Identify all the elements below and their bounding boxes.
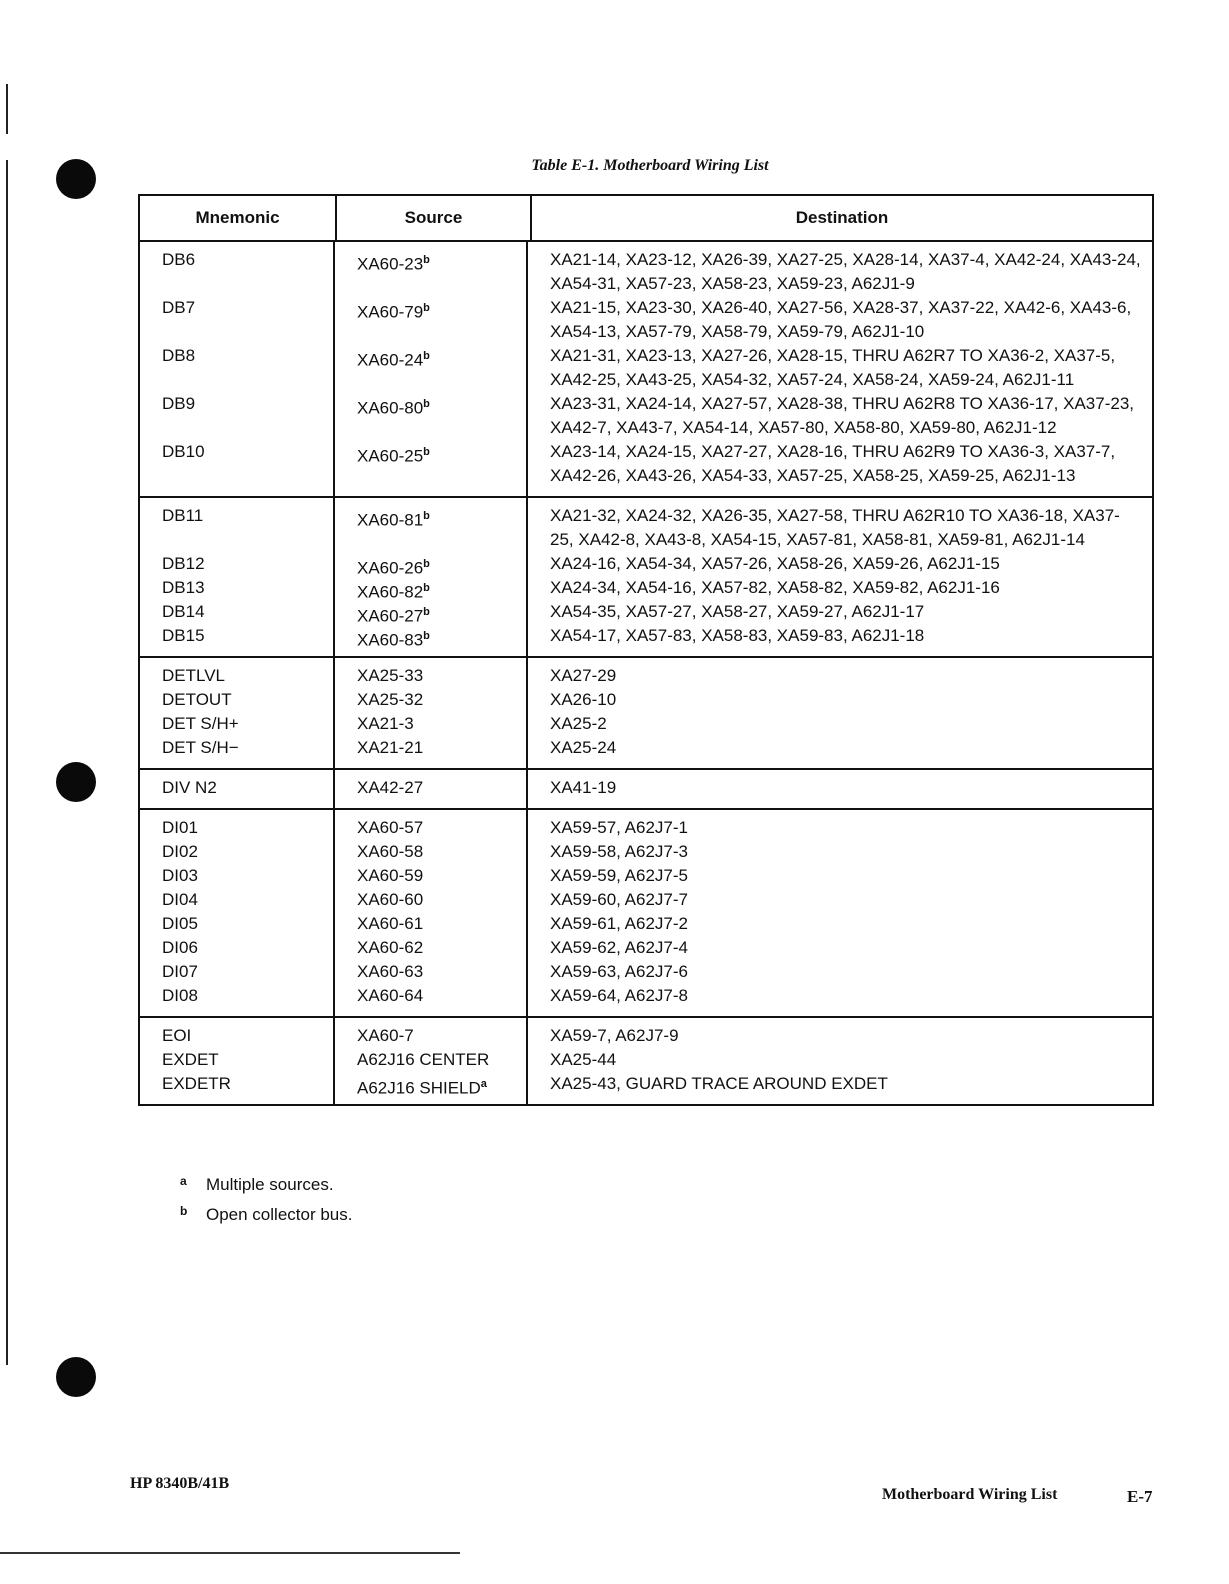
mnemonic-cell: DI07 (162, 962, 198, 981)
mnemonic-cell: DETOUT (162, 690, 232, 709)
margin-line-lower (6, 160, 8, 1365)
destination-cell: XA24-34, XA54-16, XA57-82, XA58-82, XA59-82, A62J1-16 (550, 578, 1000, 597)
row-group (140, 658, 1152, 770)
source-text: XA60-60 (357, 890, 424, 909)
source-cell (357, 504, 526, 552)
footnote-mark: a (180, 1174, 187, 1188)
mnemonic-column (140, 810, 335, 1016)
source-cell (357, 440, 526, 488)
source-text: XA60-79 (357, 302, 424, 322)
mnemonic-cell: DI03 (162, 866, 198, 885)
footer-page-number: E-7 (1127, 1487, 1153, 1506)
source-cell (357, 600, 526, 624)
footnote-marker: b (423, 630, 430, 642)
row-group (140, 810, 1152, 1018)
destination-column (528, 242, 1152, 496)
destination-cell: XA24-16, XA54-34, XA57-26, XA58-26, XA59-26, A62J1-15 (550, 554, 1000, 573)
mnemonic-cell: DI04 (162, 890, 198, 909)
source-text: XA60-82 (357, 582, 424, 602)
footnote-marker: b (423, 302, 430, 314)
table-title: Table E-1. Motherboard Wiring List (531, 157, 769, 174)
source-text: XA21-21 (357, 738, 424, 757)
destination-cell: XA21-31, XA23-13, XA27-26, XA28-15, THRU A62R7 TO XA36-2, XA37-5, XA42-25, XA43-25, XA54-32, XA57-24, XA58-24, XA59-24, A62J1-11 (550, 346, 1116, 389)
footnote-marker: b (423, 606, 430, 618)
destination-cell: XA59-59, A62J7-5 (550, 866, 688, 885)
binder-hole-middle (56, 762, 96, 802)
destination-cell: XA21-15, XA23-30, XA26-40, XA27-56, XA28-37, XA37-22, XA42-6, XA43-6, XA54-13, XA57-79, XA58-79, XA59-79, A62J1-10 (550, 298, 1132, 341)
mnemonic-cell: DET S/H+ (162, 714, 239, 733)
source-text: XA25-33 (357, 666, 424, 685)
header-source: Source (337, 196, 532, 240)
destination-cell: XA54-17, XA57-83, XA58-83, XA59-83, A62J1-18 (550, 626, 925, 645)
mnemonic-column (140, 658, 335, 768)
mnemonic-cell: DI02 (162, 842, 198, 861)
source-column (335, 242, 528, 496)
source-text: XA60-59 (357, 866, 424, 885)
source-cell (357, 960, 526, 984)
source-cell (357, 624, 526, 648)
source-text: XA60-57 (357, 818, 424, 837)
source-text: XA60-80 (357, 398, 424, 418)
destination-cell: XA23-14, XA24-15, XA27-27, XA28-16, THRU A62R9 TO XA36-3, XA37-7, XA42-26, XA43-26, XA54-33, XA57-25, XA58-25, XA59-25, A62J1-13 (550, 442, 1116, 485)
destination-cell: XA54-35, XA57-27, XA58-27, XA59-27, A62J1-17 (550, 602, 925, 621)
mnemonic-cell: DB14 (162, 602, 205, 621)
destination-cell: XA59-63, A62J7-6 (550, 962, 688, 981)
row-group (140, 770, 1152, 810)
header-mnemonic: Mnemonic (140, 196, 337, 240)
source-column (335, 810, 528, 1016)
source-text: XA42-27 (357, 778, 424, 797)
source-cell (357, 576, 526, 600)
footnote-mark: b (180, 1204, 188, 1218)
source-text: XA25-32 (357, 690, 424, 709)
source-cell (357, 776, 526, 800)
source-cell (357, 864, 526, 888)
source-text: XA60-7 (357, 1026, 414, 1045)
source-cell (357, 296, 526, 344)
source-text: XA60-25 (357, 446, 424, 466)
mnemonic-cell: DI06 (162, 938, 198, 957)
footnote-text: Open collector bus. (206, 1205, 353, 1224)
source-cell (357, 688, 526, 712)
destination-cell: XA21-32, XA24-32, XA26-35, XA27-58, THRU A62R10 TO XA36-18, XA37-25, XA42-8, XA43-8, XA54-15, XA57-81, XA58-81, XA59-81, A62J1-14 (550, 506, 1120, 549)
mnemonic-column (140, 242, 335, 496)
destination-cell: XA25-24 (550, 738, 617, 757)
source-text: XA60-62 (357, 938, 424, 957)
destination-cell: XA59-62, A62J7-4 (550, 938, 688, 957)
footnotes (180, 1170, 352, 1230)
destination-cell: XA25-43, GUARD TRACE AROUND EXDET (550, 1074, 888, 1093)
source-column (335, 658, 528, 768)
destination-cell: XA27-29 (550, 666, 617, 685)
destination-cell: XA26-10 (550, 690, 617, 709)
footnote-marker: b (423, 254, 430, 266)
row-group (140, 498, 1152, 658)
source-column (335, 498, 528, 656)
source-text: XA60-63 (357, 962, 424, 981)
destination-cell: XA59-57, A62J7-1 (550, 818, 688, 837)
source-text: XA60-61 (357, 914, 424, 933)
mnemonic-cell: DB15 (162, 626, 205, 645)
source-cell (357, 888, 526, 912)
header-destination: Destination (795, 208, 889, 227)
mnemonic-cell: DIV N2 (162, 778, 217, 797)
source-text: XA21-3 (357, 714, 414, 733)
destination-column (528, 658, 1152, 768)
source-cell (357, 344, 526, 392)
footnote-marker: a (480, 1078, 487, 1090)
mnemonic-cell: DB8 (162, 346, 196, 365)
destination-cell: XA59-58, A62J7-3 (550, 842, 688, 861)
mnemonic-cell: EXDETR (162, 1074, 231, 1093)
mnemonic-cell: DB13 (162, 578, 205, 597)
source-cell (357, 736, 526, 760)
source-cell (357, 552, 526, 576)
mnemonic-cell: DETLVL (162, 666, 225, 685)
table-header (140, 196, 1152, 242)
footnote-text: Multiple sources. (206, 1175, 334, 1194)
footnote (180, 1200, 352, 1230)
footnote-marker: b (423, 558, 430, 570)
footnote-marker: b (423, 582, 430, 594)
destination-cell: XA41-19 (550, 778, 617, 797)
mnemonic-cell: DET S/H− (162, 738, 239, 757)
bottom-rule (0, 1552, 460, 1554)
mnemonic-cell: DI01 (162, 818, 198, 837)
source-cell (357, 1024, 526, 1048)
destination-cell: XA25-2 (550, 714, 607, 733)
mnemonic-cell: DB11 (162, 506, 204, 525)
footer-section: Motherboard Wiring List (882, 1486, 1058, 1503)
source-cell (357, 984, 526, 1008)
destination-cell: XA59-64, A62J7-8 (550, 986, 688, 1005)
footnote-marker: b (423, 350, 430, 362)
mnemonic-cell: DB12 (162, 554, 205, 573)
row-group (140, 242, 1152, 498)
mnemonic-column (140, 498, 335, 656)
mnemonic-cell: DB9 (162, 394, 196, 413)
source-text: XA60-81 (357, 510, 424, 530)
destination-column (528, 770, 1152, 808)
source-cell (357, 392, 526, 440)
destination-cell: XA59-60, A62J7-7 (550, 890, 688, 909)
mnemonic-column (140, 770, 335, 808)
mnemonic-cell: DI08 (162, 986, 198, 1005)
source-column (335, 770, 528, 808)
source-text: XA60-24 (357, 350, 424, 370)
destination-cell: XA21-14, XA23-12, XA26-39, XA27-25, XA28-14, XA37-4, XA42-24, XA43-24, XA54-31, XA57-23, XA58-23, XA59-23, A62J1-9 (550, 250, 1141, 293)
source-text: XA60-64 (357, 986, 424, 1005)
destination-cell: XA59-61, A62J7-2 (550, 914, 688, 933)
destination-cell: XA25-44 (550, 1050, 617, 1069)
mnemonic-cell: DB10 (162, 442, 205, 461)
mnemonic-cell: EXDET (162, 1050, 219, 1069)
source-text: XA60-23 (357, 254, 424, 274)
mnemonic-cell: DB6 (162, 250, 196, 269)
row-group (140, 1018, 1152, 1104)
source-text: A62J16 CENTER (357, 1050, 490, 1069)
footnote (180, 1170, 352, 1200)
mnemonic-column (140, 1018, 335, 1104)
mnemonic-cell: DI05 (162, 914, 198, 933)
source-cell (357, 712, 526, 736)
source-cell (357, 816, 526, 840)
source-cell (357, 912, 526, 936)
mnemonic-cell: EOI (162, 1026, 192, 1045)
wiring-table (138, 194, 1154, 1106)
destination-cell: XA23-31, XA24-14, XA27-57, XA28-38, THRU A62R8 TO XA36-17, XA37-23, XA42-7, XA43-7, XA54-14, XA57-80, XA58-80, XA59-80, A62J1-12 (550, 394, 1135, 437)
footer-model: HP 8340B/41B (130, 1475, 230, 1492)
source-cell (357, 1048, 526, 1072)
source-cell (357, 840, 526, 864)
source-cell (357, 936, 526, 960)
destination-column (528, 498, 1152, 656)
source-text: XA60-83 (357, 630, 424, 650)
margin-line-upper (6, 84, 8, 134)
binder-hole-bottom (56, 1357, 96, 1397)
footnote-marker: b (423, 510, 430, 522)
footnote-marker: b (423, 446, 430, 458)
source-cell (357, 1072, 526, 1096)
table-body (140, 242, 1152, 1104)
footnote-marker: b (423, 398, 430, 410)
source-cell (357, 248, 526, 296)
source-text: XA60-26 (357, 558, 424, 578)
source-column (335, 1018, 528, 1104)
destination-cell: XA59-7, A62J7-9 (550, 1026, 679, 1045)
source-text: XA60-27 (357, 606, 424, 626)
source-cell (357, 664, 526, 688)
destination-column (528, 1018, 1152, 1104)
mnemonic-cell: DB7 (162, 298, 196, 317)
source-text: A62J16 SHIELD (357, 1078, 481, 1098)
destination-column (528, 810, 1152, 1016)
source-text: XA60-58 (357, 842, 424, 861)
